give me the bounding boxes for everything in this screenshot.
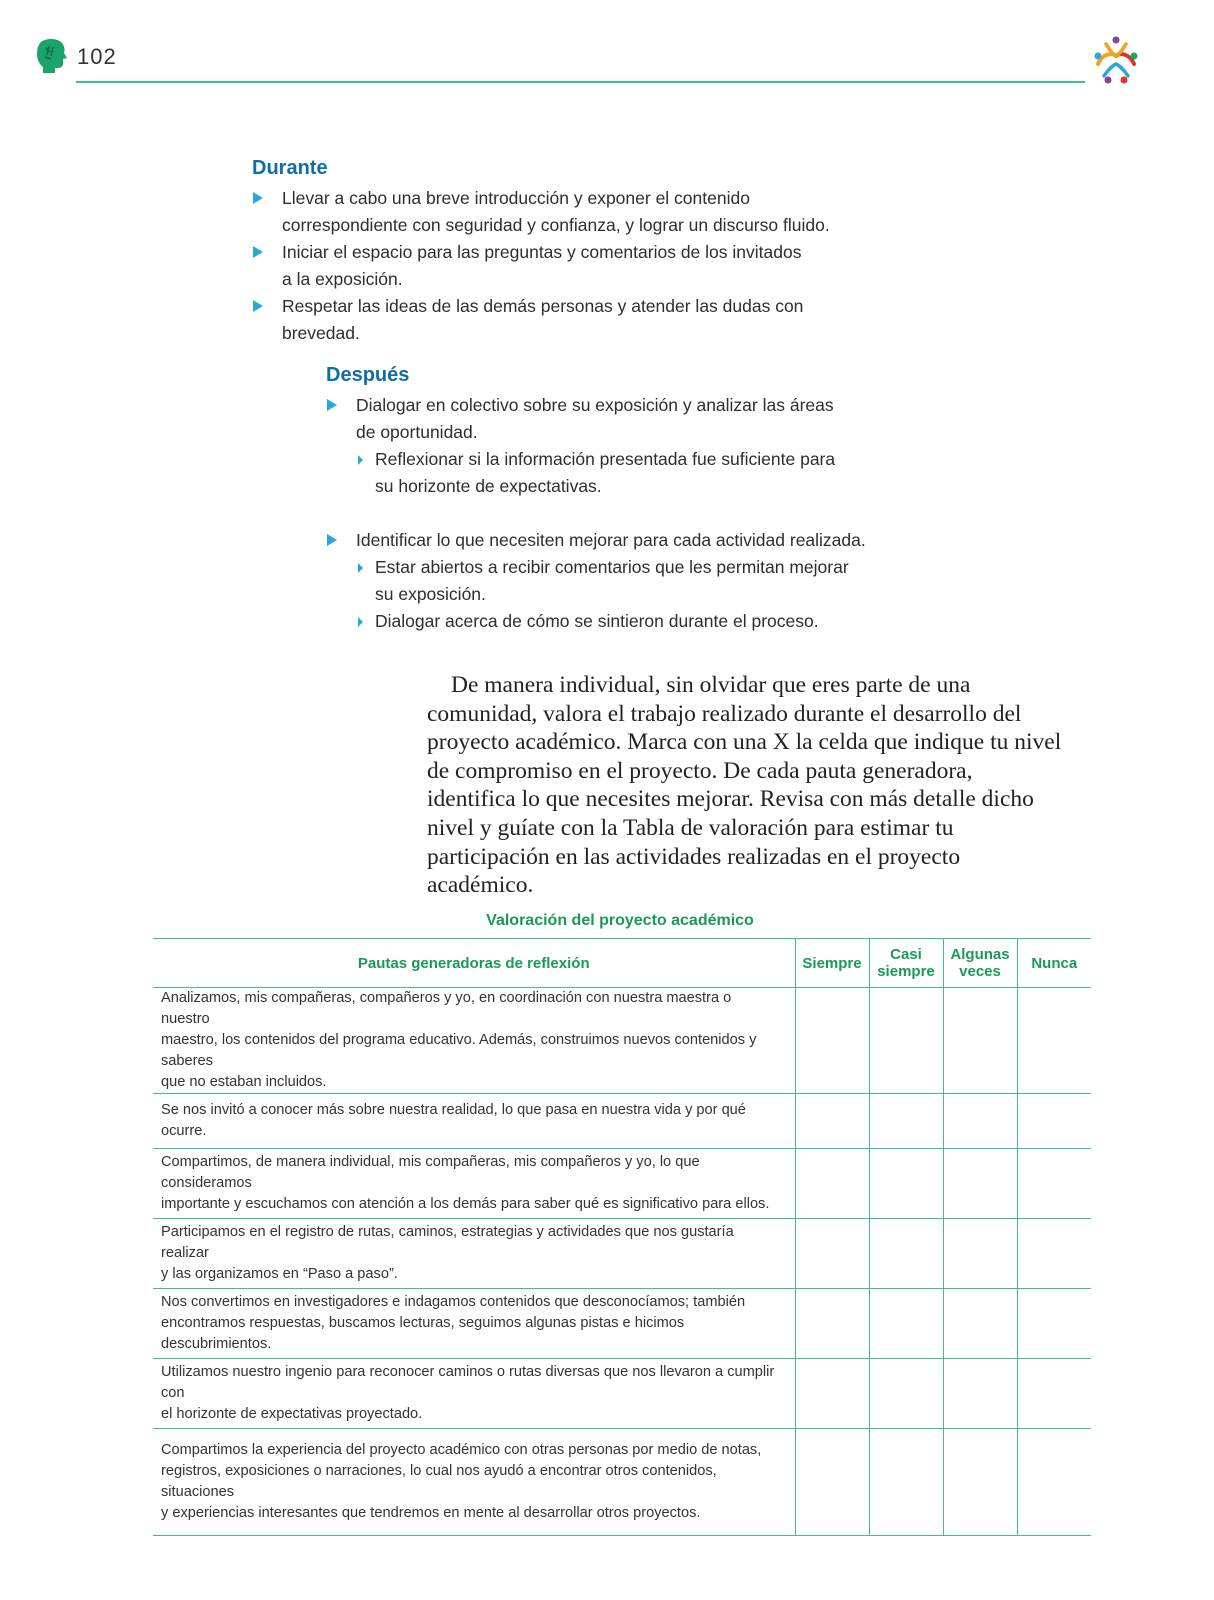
column-header-algunas-veces: Algunas veces — [943, 939, 1017, 988]
mark-cell-nunca[interactable] — [1017, 1219, 1091, 1289]
sub-list-item: Dialogar acerca de cómo se sintieron durante el proceso. — [375, 608, 915, 635]
despues-list-2 — [356, 527, 916, 554]
table-row — [153, 1289, 1091, 1359]
mark-cell-casi-siempre[interactable] — [869, 1094, 943, 1149]
mark-cell-siempre[interactable] — [795, 1219, 869, 1289]
prompt-cell: Compartimos, de manera individual, mis compañeras, mis compañeros y yo, lo que consideramos importante y escuchamos con atención a los demás para saber qué es significativo para ellos. — [153, 1149, 795, 1219]
mark-cell-casi-siempre[interactable] — [869, 1359, 943, 1429]
despues-sublist — [375, 446, 915, 500]
table-row — [153, 1149, 1091, 1219]
page-number: 102 — [77, 44, 117, 69]
column-header-nunca: Nunca — [1017, 939, 1091, 988]
durante-title: Durante — [252, 157, 328, 179]
column-header-casi-siempre: Casi siempre — [869, 939, 943, 988]
column-header-siempre: Siempre — [795, 939, 869, 988]
bullet-icon — [253, 300, 263, 312]
table-header-row — [153, 939, 1091, 988]
column-header-prompt: Pautas generadoras de reflexión — [153, 939, 795, 988]
despues-title: Después — [326, 364, 410, 386]
table-row — [153, 1219, 1091, 1289]
prompt-cell: Nos convertimos en investigadores e indagamos contenidos que desconocíamos; también encontramos respuestas, buscamos lecturas, seguimos algunas pistas e hicimos descubrimientos. — [153, 1289, 795, 1359]
mark-cell-nunca[interactable] — [1017, 1289, 1091, 1359]
mark-cell-algunas-veces[interactable] — [943, 1219, 1017, 1289]
sub-bullet-icon — [358, 455, 363, 465]
mark-cell-siempre[interactable] — [795, 988, 869, 1094]
table-row — [153, 1359, 1091, 1429]
mark-cell-nunca[interactable] — [1017, 1094, 1091, 1149]
evaluation-table — [153, 938, 1091, 1536]
mark-cell-algunas-veces[interactable] — [943, 1289, 1017, 1359]
prompt-cell: Analizamos, mis compañeras, compañeros y yo, en coordinación con nuestra maestra o nuestro maestro, los contenidos del programa educativo. Además, construimos nuevos contenidos y saberes que no estaban incluidos. — [153, 988, 795, 1094]
list-item: Identificar lo que necesiten mejorar para cada actividad realizada. — [356, 527, 916, 554]
mark-cell-casi-siempre[interactable] — [869, 988, 943, 1094]
mark-cell-algunas-veces[interactable] — [943, 1359, 1017, 1429]
head-silhouette-logo-icon — [34, 38, 68, 74]
bullet-icon — [253, 192, 263, 204]
mark-cell-nunca[interactable] — [1017, 988, 1091, 1094]
mark-cell-algunas-veces[interactable] — [943, 1149, 1017, 1219]
mark-cell-casi-siempre[interactable] — [869, 1149, 943, 1219]
table-row — [153, 988, 1091, 1094]
instruction-paragraph: De manera individual, sin olvidar que eres parte de una comunidad, valora el trabajo realizado durante el desarrollo del proyecto académico. Marca con una X la celda que indique tu nivel de compromiso en el proyecto. De cada pauta generadora, identifica lo que necesites mejorar. Revisa con más detalle dicho nivel y guíate con la Tabla de valoración para estimar tu participación en las actividades realizadas en el proyecto académico. — [427, 672, 1062, 899]
mark-cell-algunas-veces[interactable] — [943, 1094, 1017, 1149]
durante-list — [282, 185, 882, 347]
despues-sublist-2 — [375, 554, 915, 635]
bullet-icon — [327, 534, 337, 546]
prompt-cell: Compartimos la experiencia del proyecto académico con otras personas por medio de notas, registros, exposiciones o narraciones, lo cual nos ayudó a encontrar otros contenidos, situaciones y experiencias interesantes que tendremos en mente al desarrollar otros proyectos. — [153, 1429, 795, 1536]
mark-cell-algunas-veces[interactable] — [943, 988, 1017, 1094]
list-item: Iniciar el espacio para las preguntas y comentarios de los invitados a la exposición. — [282, 239, 882, 293]
prompt-cell: Participamos en el registro de rutas, caminos, estrategias y actividades que nos gustaría realizar y las organizamos en “Paso a paso”. — [153, 1219, 795, 1289]
list-item: Llevar a cabo una breve introducción y exponer el contenido correspondiente con seguridad y confianza, y lograr un discurso fluido. — [282, 185, 882, 239]
mark-cell-siempre[interactable] — [795, 1149, 869, 1219]
colorful-figures-emblem-icon — [1088, 34, 1144, 86]
table-row — [153, 1094, 1091, 1149]
mark-cell-nunca[interactable] — [1017, 1359, 1091, 1429]
mark-cell-siempre[interactable] — [795, 1359, 869, 1429]
mark-cell-siempre[interactable] — [795, 1429, 869, 1536]
mark-cell-casi-siempre[interactable] — [869, 1219, 943, 1289]
mark-cell-nunca[interactable] — [1017, 1429, 1091, 1536]
table-title: Valoración del proyecto académico — [486, 912, 754, 929]
mark-cell-nunca[interactable] — [1017, 1149, 1091, 1219]
bullet-icon — [327, 399, 337, 411]
sub-bullet-icon — [358, 563, 363, 573]
sub-bullet-icon — [358, 617, 363, 627]
prompt-cell: Se nos invitó a conocer más sobre nuestra realidad, lo que pasa en nuestra vida y por qué ocurre. — [153, 1094, 795, 1149]
sub-list-item: Estar abiertos a recibir comentarios que les permitan mejorar su exposición. — [375, 554, 915, 608]
mark-cell-casi-siempre[interactable] — [869, 1289, 943, 1359]
sub-list-item: Reflexionar si la información presentada fue suficiente para su horizonte de expectativas. — [375, 446, 915, 500]
mark-cell-casi-siempre[interactable] — [869, 1429, 943, 1536]
bullet-icon — [253, 246, 263, 258]
table-row — [153, 1429, 1091, 1536]
list-item: Dialogar en colectivo sobre su exposición y analizar las áreas de oportunidad. — [356, 392, 916, 446]
despues-list — [356, 392, 916, 446]
mark-cell-siempre[interactable] — [795, 1094, 869, 1149]
header-rule — [76, 81, 1085, 83]
list-item: Respetar las ideas de las demás personas y atender las dudas con brevedad. — [282, 293, 882, 347]
mark-cell-siempre[interactable] — [795, 1289, 869, 1359]
mark-cell-algunas-veces[interactable] — [943, 1429, 1017, 1536]
prompt-cell: Utilizamos nuestro ingenio para reconocer caminos o rutas diversas que nos llevaron a cumplir con el horizonte de expectativas proyectado. — [153, 1359, 795, 1429]
